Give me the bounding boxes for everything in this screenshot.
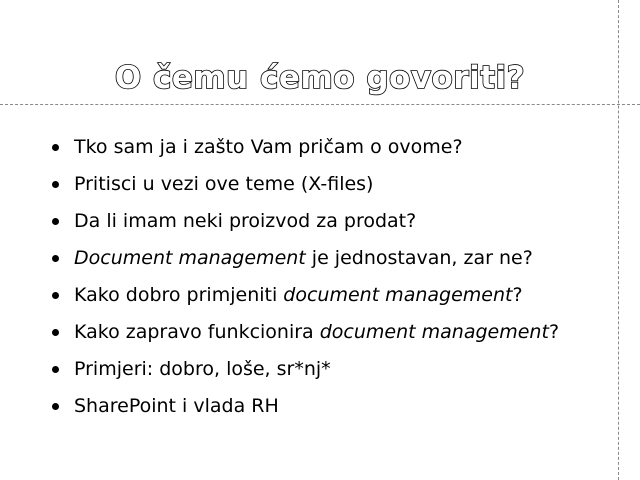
bullet-text-after: ? [512,284,523,306]
bullet-text-part: je jednostavan, zar ne? [305,247,533,269]
bullet-text [74,243,533,273]
bullet-item [52,132,612,169]
title-divider [0,104,640,105]
bullet-dot-icon [52,329,59,336]
bullet-text-part: Kako zapravo funkcionira [74,321,320,343]
bullet-item [52,354,612,391]
bullet-dot-icon [52,181,59,188]
bullet-text-part: Primjeri: dobro, loše, sr*nj* [74,358,331,380]
bullet-dot-icon [52,144,59,151]
bullet-italic-part: document management [319,321,549,343]
bullet-text [74,391,279,421]
bullet-text-part: Da li imam neki proizvod za prodat? [74,210,417,232]
bullet-text-part: Kako dobro primjeniti [74,284,284,306]
bullet-text [74,280,523,310]
bullet-item [52,280,612,317]
bullet-list [52,132,612,428]
bullet-dot-icon [52,218,59,225]
bullet-text [74,354,331,384]
bullet-item [52,317,612,354]
bullet-text-part: SharePoint i vlada RH [74,395,279,417]
bullet-italic-part: Document management [74,247,306,269]
bullet-item [52,243,612,280]
bullet-item [52,206,612,243]
bullet-dot-icon [52,366,59,373]
bullet-text [74,132,463,162]
slide-title: O čemu ćemo govoriti? [114,60,526,96]
bullet-text [74,169,373,199]
bullet-dot-icon [52,255,59,262]
bullet-text-after: ? [548,321,560,343]
bullet-italic-part: document management [283,284,513,306]
bullet-text [74,317,559,347]
bullet-item [52,391,612,428]
bullet-dot-icon [52,292,59,299]
bullet-text-part: Pritisci u vezi ove teme (X-files) [74,173,374,195]
bullet-dot-icon [52,403,59,410]
bullet-item [52,169,612,206]
bullet-text [74,206,416,236]
bullet-text-part: Tko sam ja i zašto Vam pričam o ovome? [74,136,463,158]
